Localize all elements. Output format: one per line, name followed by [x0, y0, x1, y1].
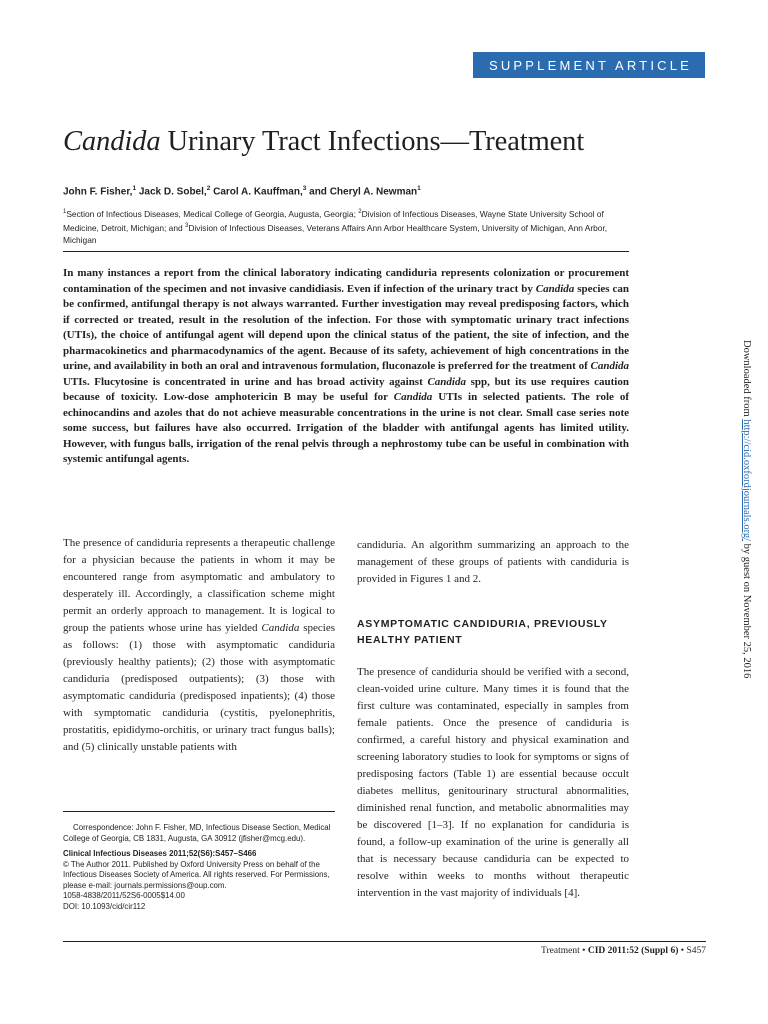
- body-column-right-top: candiduria. An algorithm summarizing an approach to the management of these groups of patients with candiduria is provided in Figures 1 and 2.: [357, 539, 629, 585]
- footer-separator: •: [680, 946, 685, 956]
- header-divider: [63, 251, 629, 252]
- author-affil-mark: 1: [132, 185, 137, 192]
- affiliation: Division of Infectious Diseases, Wayne State University School of Medicine, Detroit, Michigan; and: [63, 208, 604, 233]
- author: and Cheryl A. Newman: [306, 186, 418, 198]
- abstract-text: spp, but its use requires caution because of toxicity. Low-dose amphotericin B may be useful for: [63, 375, 629, 403]
- abstract-italic: Candida: [393, 391, 433, 403]
- article-type-badge: SUPPLEMENT ARTICLE: [473, 52, 705, 78]
- article-title: [63, 126, 584, 158]
- abstract-text: In many instances a report from the clinical laboratory indicating candiduria represents colonization or procurement contamination of the specimen and not invasive candidiasis. Even if infection of the urinary tract by: [63, 267, 629, 295]
- page-footer: [541, 946, 706, 956]
- journal-citation: Clinical Infectious Diseases 2011;52(S6):S457–S466: [63, 849, 257, 858]
- abstract-italic: Candida: [535, 282, 575, 295]
- footer-separator: •: [582, 946, 586, 956]
- affiliations: [63, 206, 633, 247]
- abstract-text: UTIs in selected patients. The role of echinocandins and azoles that do not achieve measurable concentrations in the urine is not clear. Small case series note some success, but failures have also occurred. Irrigation of the bladder with antifungal agents has limited utility. However, with fungus balls, irrigation of the renal pelvis through a nephrostomy tube can be useful in combination with systemic antifungal agents.: [63, 391, 629, 465]
- issn: 1058-4838/2011/52S6-0005$14.00: [63, 891, 185, 900]
- body-text: species as follows: (1) those with asymptomatic candiduria (previously healthy patients); (2) those with asymptomatic candiduria (predisposed outpatients); (3) those with asymptomatic candiduria (predisposed inpatients); (4) those with symptomatic candiduria (cystitis, pyelonephritis, prostatitis, epididymo-orchitis, or urinary tract fungus balls); and (5) clinically unstable patients with: [63, 622, 335, 753]
- correspondence-block: [63, 823, 335, 912]
- affiliation: Section of Infectious Diseases, Medical College of Georgia, Augusta, Georgia;: [66, 208, 359, 219]
- author-affil-mark: 1: [417, 185, 421, 192]
- body-column-right: The presence of candiduria should be verified with a second, clean-voided urine culture. Many times it is found that the first culture was contaminated, especially in samples from female patients. Once the presence of candiduria is confirmed, a careful history and physical examination and screening laboratory studies to look for symptoms or signs of predisposing factors (Table 1) are essential because occult diabetes mellitus, genitourinary structural abnormalities, diminished renal function, and metabolic abnormalities may be discovered [1–3]. If no explanation for candiduria is found, a follow-up examination of the urine is generally all that is necessary because candiduria can be expected to resolve within weeks to months without therapeutic intervention in the vast majority of individuals [4].: [357, 666, 629, 899]
- download-prefix: Downloaded from: [741, 340, 752, 420]
- download-suffix: by guest on November 25, 2016: [741, 541, 752, 679]
- affil-mark: 3: [184, 223, 189, 230]
- affiliation: Division of Infectious Diseases, Veterans Affairs Ann Arbor Healthcare System, University of Michigan, Ann Arbor, Michigan: [63, 223, 608, 246]
- abstract-text: UTIs. Flucytosine is concentrated in urine and has broad activity against: [63, 375, 428, 388]
- author-affil-mark: 2: [206, 185, 211, 192]
- journal-link[interactable]: http://cid.oxfordjournals.org/: [741, 419, 752, 542]
- body-column-left: [63, 535, 335, 756]
- author-affil-mark: 3: [302, 185, 307, 192]
- footer-page-number: S457: [686, 946, 706, 956]
- doi: DOI: 10.1093/cid/cir112: [63, 901, 146, 911]
- abstract-italic: Candida: [427, 375, 466, 388]
- author: Carol A. Kauffman,: [210, 186, 303, 198]
- author: John F. Fisher,: [63, 186, 133, 198]
- body-italic: Candida: [261, 622, 300, 634]
- title-rest: Urinary Tract Infections—Treatment: [160, 126, 585, 157]
- footer-section: Treatment: [541, 946, 580, 956]
- title-italic: Candida: [63, 126, 161, 157]
- abstract-italic: Candida: [590, 360, 629, 372]
- section-heading: ASYMPTOMATIC CANDIDURIA, PREVIOUSLY HEALTHY PATIENT: [357, 618, 608, 646]
- abstract-text: species can be confirmed, antifungal therapy is not always warranted. Further investigation may reveal predisposing factors, which if corrected or treated, result in the resolution of the infection. For those with symptomatic urinary tract infections (UTIs), the choice of antifungal agent will depend upon the clinical status of the patient, the site of infection, and the pharmacokinetics and pharmacodynamics of the agent. Because of its safety, achievement of high concentrations in the urine, and availability in both an oral and intravenous formulation, fluconazole is preferred for the treatment of: [63, 282, 629, 372]
- affil-mark: 1: [63, 209, 67, 215]
- correspondence-divider: [63, 811, 335, 812]
- affil-mark: 2: [358, 209, 362, 215]
- footer-journal: CID 2011:52 (Suppl 6): [587, 946, 679, 956]
- author: Jack D. Sobel,: [136, 186, 207, 198]
- download-notice: [741, 340, 752, 678]
- correspondence-text: Correspondence: John F. Fisher, MD, Infectious Disease Section, Medical College of Georgia, CB 1831, Augusta, GA 30912 (jfisher@mcg.edu).: [63, 823, 331, 843]
- abstract: [63, 266, 629, 468]
- author-list: [63, 185, 421, 197]
- body-text: The presence of candiduria represents a therapeutic challenge for a physician because the patients in whom it may be encountered range from asymptomatic and ambulatory to desperately ill. Accordingly, a classification scheme might permit an orderly approach to management. It is logical to group the patients whose urine has yielded: [63, 537, 335, 634]
- footer-divider: [63, 941, 706, 942]
- copyright-notice: © The Author 2011. Published by Oxford University Press on behalf of the Infectious Diseases Society of America. All rights reserved. For Permissions, please e-mail: journals.permissions@oup.com.: [63, 859, 330, 890]
